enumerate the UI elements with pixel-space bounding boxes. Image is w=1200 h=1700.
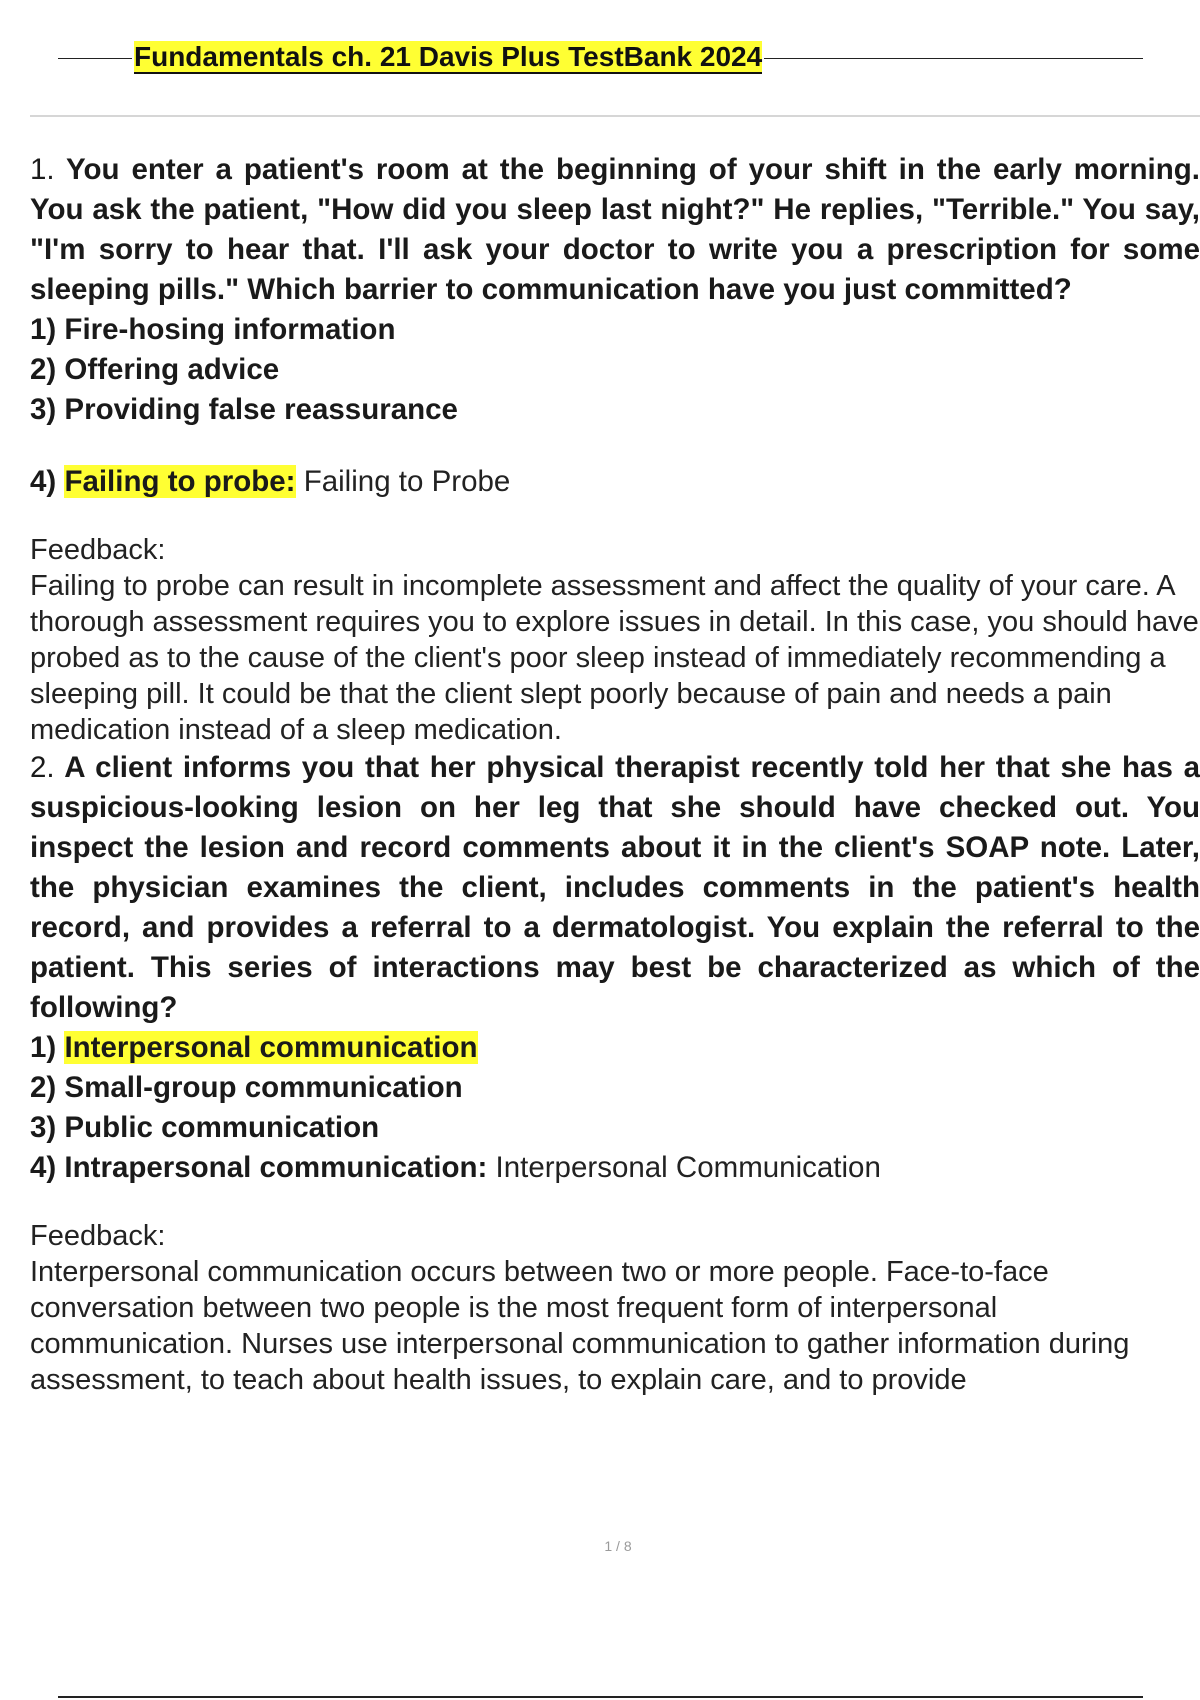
- divider: [30, 115, 1200, 117]
- page-number: 1 / 8: [604, 1538, 632, 1554]
- question-2-option-2: 2) Small-group communication: [30, 1071, 463, 1104]
- question-2-option-4: [30, 1148, 1200, 1188]
- highlighted-answer: Failing to probe:: [64, 465, 296, 498]
- answer-text: Failing to Probe: [295, 465, 511, 498]
- feedback-text: Failing to probe can result in incomplete assessment and affect the quality of your care. A thorough assessment requires you to explore issues in detail. In this case, you should have probed as to the cause of the client's poor sleep instead of immediately recommending a sleeping pill. It could be that the client slept poorly because of pain and needs a pain medication instead of a sleep medication.: [30, 570, 1199, 746]
- question-text: A client informs you that her physical therapist recently told her that she has a suspicious-looking lesion on her leg that she should have checked out. You inspect the lesion and record comments about it in the client's SOAP note. Later, the physician examines the client, includes comments in the patient's health record, and provides a referral to a dermatologist. You explain the referral to the patient. This series of interactions may best be characterized as which of the following?: [30, 751, 1200, 1024]
- question-number: 1.: [30, 153, 55, 186]
- option-prefix: 4): [30, 465, 65, 498]
- question-1-option-1: 1) Fire-hosing information: [30, 313, 396, 346]
- feedback-text: Interpersonal communication occurs between two or more people. Face-to-face conversation between two people is the most frequent form of interpersonal communication. Nurses use interpersonal communication to gather information during assessment, to teach about health issues, to explain care, and to provide: [30, 1256, 1130, 1396]
- feedback-label: Feedback:: [30, 534, 166, 566]
- question-2-option-3: 3) Public communication: [30, 1111, 380, 1144]
- question-1: [30, 150, 1200, 310]
- question-1-option-3: 3) Providing false reassurance: [30, 393, 458, 426]
- question-number: 2.: [30, 751, 55, 784]
- question-1-option-4: [30, 462, 1200, 502]
- document-header: [58, 38, 1143, 78]
- highlighted-answer: Interpersonal communication: [64, 1031, 478, 1064]
- question-1-option-2: 2) Offering advice: [30, 353, 280, 386]
- answer-text: Interpersonal Communication: [487, 1151, 881, 1184]
- option-label: 4) Intrapersonal communication:: [30, 1151, 488, 1184]
- feedback-label: Feedback:: [30, 1220, 166, 1252]
- page-title: Fundamentals ch. 21 Davis Plus TestBank 2024: [134, 41, 763, 72]
- question-text: You enter a patient's room at the beginning of your shift in the early morning. You ask the patient, "How did you sleep last night?" He replies, "Terrible." You say, "I'm sorry to hear that. I'll ask your doctor to write you a prescription for some sleeping pills." Which barrier to communication have you just committed?: [30, 153, 1200, 306]
- document-body: [30, 150, 1200, 1398]
- question-2-option-1: [30, 1028, 1200, 1068]
- question-2: [30, 748, 1200, 1028]
- option-prefix: 1): [30, 1031, 65, 1064]
- footer-rule: [58, 1696, 1143, 1698]
